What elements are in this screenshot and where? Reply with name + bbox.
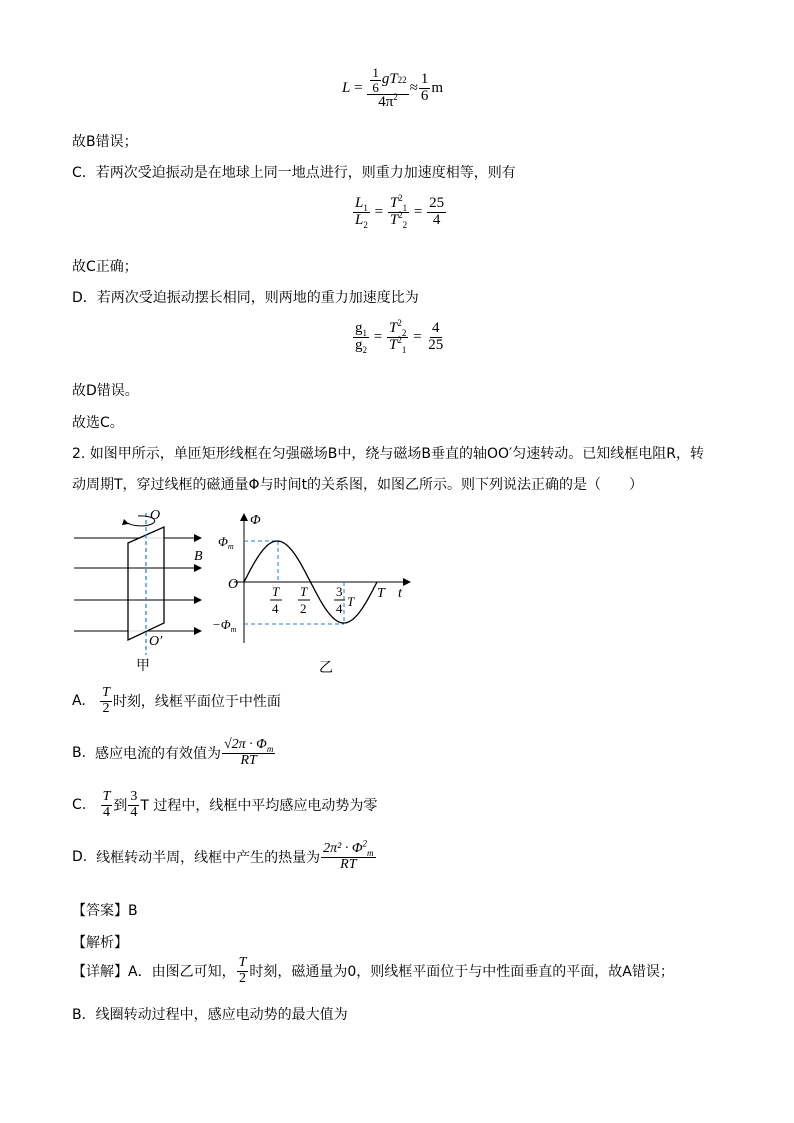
eq-d-res-num: 4	[432, 320, 440, 336]
option-d: D. 线框转动半周，线框中产生的热量为 $\frac{2\pi^2 \cdot \Phi^2_m}{RT}$	[72, 838, 374, 872]
tick-t2-num: T	[300, 584, 308, 599]
line-d-wrong: 故D错误。	[72, 383, 139, 399]
option-a-label: A.	[72, 693, 86, 710]
line-c-right: 故C正确；	[72, 259, 138, 275]
line-last: B．线圈转动过程中，感应电动势的最大值为	[72, 1007, 348, 1023]
eq-main-fraction: $\frac{1}{6}$ gT 2 2 $4\pi^2$	[367, 66, 408, 111]
equation-d: $\frac{g_1}{g_2}$ = $\frac{T^2_2}{T^2_1}$ = $\frac{4}{25}$	[355, 318, 444, 355]
option-b-text: 感应电流的有效值为	[94, 746, 221, 763]
label-t: t	[398, 586, 402, 601]
option-d-num: 2π² · Φ	[323, 841, 363, 856]
eq-d-b-den: T	[388, 336, 398, 353]
detail-head: 【详解】A．由图乙可知，	[72, 964, 236, 981]
label-phi: Φ	[250, 513, 261, 528]
eq-c-b-den: T	[389, 211, 399, 228]
eq-res-num: 1	[420, 71, 429, 88]
option-c-f2-den: 4	[130, 804, 138, 820]
label-neg-phim: $-\Phi_m$	[212, 617, 237, 634]
eq-unit: m	[431, 80, 444, 97]
figure-jia	[66, 505, 216, 675]
line-b-wrong: 故B错误；	[72, 134, 138, 150]
q2-line1: 2. 如图甲所示，单匝矩形线框在匀强磁场B中，绕与磁场B垂直的轴OO′匀速转动。已知线框电阻R，转	[72, 446, 704, 462]
option-a-text: 时刻，线框平面位于中性面	[112, 694, 281, 711]
tick-t4-num: T	[272, 584, 280, 599]
eq-d-a-den: g	[355, 336, 363, 353]
q2-line2: 动周期T，穿过线框的磁通量Φ与时间t的关系图，如图乙所示。则下列说法正确的是（ ）	[72, 477, 644, 493]
answer: 【答案】B	[72, 903, 138, 919]
option-d-den: RT	[340, 856, 357, 872]
option-c-f2-num: 3	[130, 789, 138, 804]
option-d-text: 线框转动半周，线框中产生的热量为	[96, 850, 321, 867]
detail-line	[72, 956, 674, 986]
option-c-text: T 过程中，线框中平均感应电动势为零	[140, 798, 378, 815]
label-origin: O	[228, 577, 239, 592]
label-b: B	[194, 549, 203, 564]
option-c-f1-num: T	[102, 789, 111, 804]
tick-t34-num: 3	[336, 584, 343, 599]
eq-coef-den: 6	[372, 79, 379, 95]
equation-l: L = $\frac{1}{6}$ gT 2 2 $4\pi^2$ ≈ $\frac{1}{6}$ m	[342, 65, 444, 111]
tick-t34-den: 4	[336, 601, 343, 616]
option-c-f1-den: 4	[102, 804, 110, 820]
eq-c-res-den: 4	[432, 211, 441, 228]
option-b: B. 感应电流的有效值为 $\frac{√2\pi \cdot \Phi_m}{RT}$	[72, 737, 274, 768]
option-b-num: √2π · Φ	[223, 737, 267, 752]
tick-t2-den: 2	[300, 601, 307, 616]
eq-coef-num: 1	[372, 65, 379, 80]
eq-d-a-num: g	[355, 320, 363, 336]
line-choose: 故选C。	[72, 415, 124, 431]
tick-t4-den: 4	[272, 601, 279, 616]
option-a	[72, 686, 281, 716]
eq-d-b-num: T	[388, 320, 398, 336]
caption-yi: 乙	[319, 661, 333, 676]
eq-num-rest: gT	[381, 71, 398, 88]
figure-yi	[214, 508, 414, 678]
option-d-label: D.	[72, 849, 88, 866]
option-b-den: RT	[240, 752, 257, 768]
line-c: C．若两次受迫振动是在地球上同一地点进行，则重力加速度相等，则有	[72, 165, 516, 181]
eq-d-res-den: 25	[428, 336, 444, 353]
eq-c-a-num: L	[355, 195, 364, 211]
option-a-frac-num: T	[102, 685, 110, 700]
label-o-prime: O′	[149, 634, 163, 649]
option-c-mid: 到	[113, 798, 128, 815]
detail-frac-num: T	[238, 955, 247, 970]
option-c	[72, 790, 377, 820]
eq-c-b-num: T	[389, 195, 399, 211]
eq-c-res-num: 25	[429, 195, 445, 211]
option-a-frac-den: 2	[102, 700, 110, 716]
option-b-label: B.	[72, 745, 87, 762]
line-d: D．若两次受迫振动摆长相同，则两地的重力加速度比为	[72, 290, 419, 306]
eq-res-den: 6	[420, 88, 429, 105]
eq-lhs: L	[342, 80, 351, 97]
tick-t: T	[377, 586, 385, 601]
eq-den: 4π	[378, 94, 394, 111]
label-o: O	[150, 508, 161, 523]
equation-c: $\frac{L_1}{L_2}$ = $\frac{T^2_1}{T^2_2}$ = $\frac{25}{4}$	[355, 193, 445, 230]
analysis-heading: 【解析】	[72, 935, 128, 951]
label-phim: $\Phi_m$	[218, 534, 234, 551]
caption-jia: 甲	[136, 659, 150, 674]
tick-t34-t: T	[347, 594, 355, 609]
detail-frac-den: 2	[238, 970, 246, 986]
eq-approx: ≈	[409, 80, 418, 97]
detail-tail: 时刻，磁通量为0，则线框平面位于与中性面垂直的平面，故A错误；	[249, 964, 674, 981]
option-c-label: C.	[72, 797, 87, 814]
eq-c-a-den: L	[355, 211, 364, 228]
